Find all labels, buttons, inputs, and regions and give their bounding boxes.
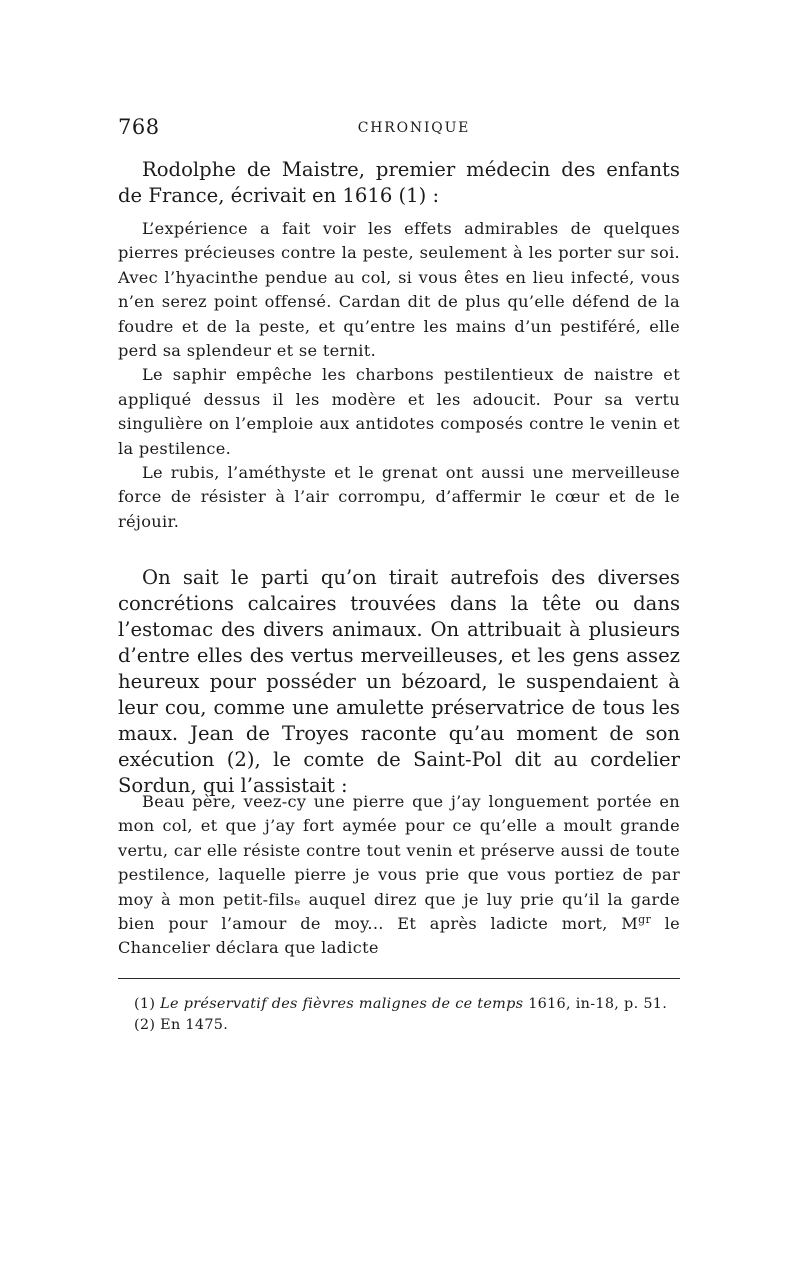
intro-paragraph (118, 157, 680, 209)
page-header (118, 115, 680, 143)
main-paragraph (118, 565, 680, 799)
quote-block-2 (118, 790, 680, 961)
quote2-paragraph (118, 790, 680, 961)
main-paragraph-text: On sait le parti qu’on tirait autrefois des diverses concrétions calcaires trouvées dans la tête ou dans l’estomac des divers animaux. On attribuait à plusieurs d’entre elles des vertus merveilleuses, et les gens assez heureux pour posséder un bézoard, le suspendaient à leur cou, comme une amulette préservatrice de tous les maux. Jean de Troyes raconte qu’au moment de son exécution (2), le comte de Saint-Pol dit au cordelier Sordun, qui l’assistait : (118, 566, 680, 797)
quote-block-1 (118, 217, 680, 534)
running-head: CHRONIQUE (357, 120, 471, 136)
quote2-text-end: le Chancelier déclara que ladicte (118, 914, 680, 958)
quote1-paragraph-2: Le saphir empêche les charbons pestilentieux de naistre et appliqué dessus il les modère et les adoucit. Pour sa vertu singulière on l’emploie aux antidotes composés contre le venin et la pestilence. (118, 365, 680, 458)
page-number: 768 (118, 115, 160, 139)
footnote-rule (118, 978, 680, 979)
footnote-1: (1) Le préservatif des fièvres malignes de ce temps 1616, in-18, p. 51. (134, 996, 668, 1012)
intro-text: Rodolphe de Maistre, premier médecin des enfants de France, écrivait en 1616 (1) : (118, 158, 680, 207)
quote2-text: Beau père, veez-cy une pierre que j’ay longuement portée en mon col, et que j’ay fort aymée pour ce qu’elle a moult grande vertu, car elle résiste contre tout venin et préserve aussi de toute pestilence, laquelle pierre je vous prie que vous portiez de par moy à mon petit-filsₑ auquel direz que je luy prie qu’il la garde bien pour l’amour de moy... Et après ladicte mort, (118, 792, 680, 934)
monseigneur-abbrev: $M^{gr}$ (621, 913, 652, 934)
quote1-paragraph-3: Le rubis, l’améthyste et le grenat ont aussi une merveilleuse force de résister à l’air corrompu, d’affermir le cœur et de le réjouir. (118, 463, 680, 531)
footnote-1-title: Le préservatif des fièvres malignes de ce temps (160, 996, 524, 1012)
footnote-2: (2) En 1475. (134, 1017, 229, 1033)
quote1-paragraph-1: L’expérience a fait voir les effets admirables de quelques pierres précieuses contre la peste, seulement à les porter sur soi. Avec l’hyacinthe pendue au col, si vous êtes en lieu infecté, vous n’en serez point offensé. Cardan dit de plus qu’elle défend de la foudre et de la peste, et qu’entre les mains d’un pestiféré, elle perd sa splendeur et se ternit. (118, 219, 680, 361)
footnotes (118, 994, 680, 1036)
